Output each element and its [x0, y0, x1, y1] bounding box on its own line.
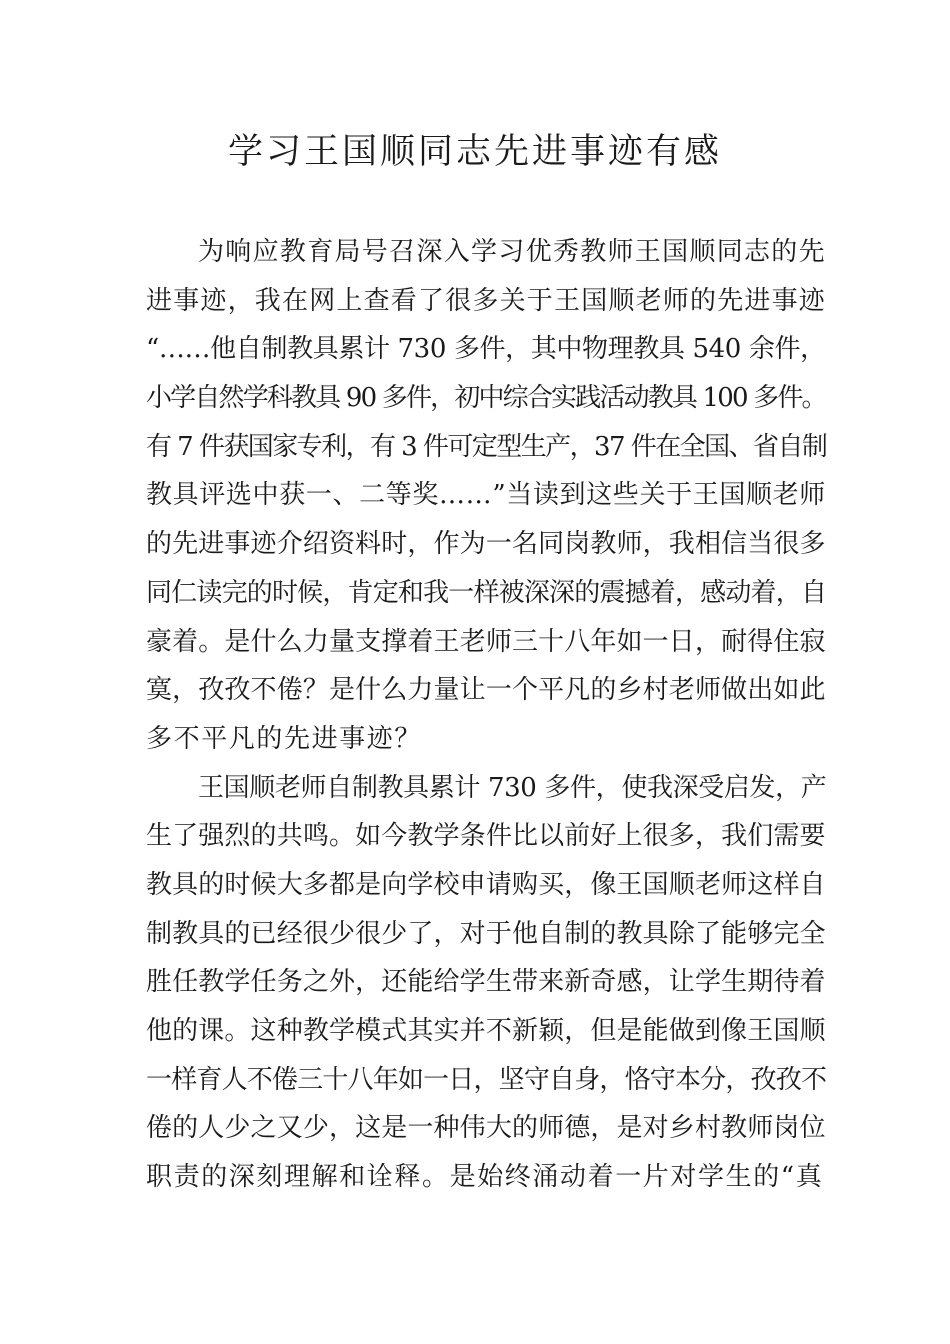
- paragraph-line: 倦的人少之又少，这是一种伟大的师德，是对乡村教师岗位: [146, 1113, 826, 1144]
- paragraph-line: 制教具的已经很少很少了，对于他自制的教具除了能够完全: [146, 918, 826, 949]
- paragraph-line: 豪着。是什么力量支撑着王老师三十八年如一日，耐得住寂: [146, 626, 826, 657]
- paragraph-line: 同仁读完的时候，肯定和我一样被深深的震撼着，感动着，自: [146, 577, 827, 608]
- paragraph-line: 寞，孜孜不倦？是什么力量让一个平凡的乡村老师做出如此: [146, 675, 826, 706]
- paragraph-line: 多不平凡的先进事迹？: [146, 723, 423, 754]
- document-title: 学习王国顺同志先进事迹有感: [227, 132, 722, 172]
- paragraph-first-line: 为响应教育局号召深入学习优秀教师王国顺同志的先: [198, 237, 826, 267]
- paragraph-line: “……他自制教具累计 730 多件，其中物理教具 540 余件，: [146, 334, 826, 365]
- document-body: [146, 228, 826, 1202]
- paragraph-line: 进事迹，我在网上查看了很多关于王国顺老师的先进事迹: [146, 285, 827, 316]
- paragraph-line: 小学自然学科教具 90 多件，初中综合实践活动教具 100 多件。: [146, 383, 826, 414]
- paragraph-line: 他的课。这种教学模式其实并不新颖，但是能做到像王国顺: [146, 1016, 826, 1046]
- paragraph-line: 生了强烈的共鸣。如今教学条件比以前好上很多，我们需要: [146, 821, 826, 852]
- paragraph-line: 的先进事迹介绍资料时，作为一名同岗教师，我相信当很多: [146, 529, 826, 560]
- paragraph-line: 教具的时候大多都是向学校申请购买，像王国顺老师这样自: [146, 869, 826, 900]
- paragraph-line: 教具评选中获一、二等奖……”当读到这些关于王国顺老师: [146, 480, 826, 511]
- paragraph-first-line: 王国顺老师自制教具累计 730 多件，使我深受启发，产: [198, 772, 827, 803]
- paragraph-line: 一样育人不倦三十八年如一日，坚守自身，恪守本分，孜孜不: [146, 1064, 827, 1095]
- paragraph-line: 胜任教学任务之外，还能给学生带来新奇感，让学生期待着: [146, 967, 826, 998]
- paragraph-line: 职责的深刻理解和诠释。是始终涌动着一片对学生的“真: [146, 1162, 824, 1193]
- paragraph-line: 有 7 件获国家专利，有 3 件可定型生产，37 件在全国、省自制: [146, 431, 827, 462]
